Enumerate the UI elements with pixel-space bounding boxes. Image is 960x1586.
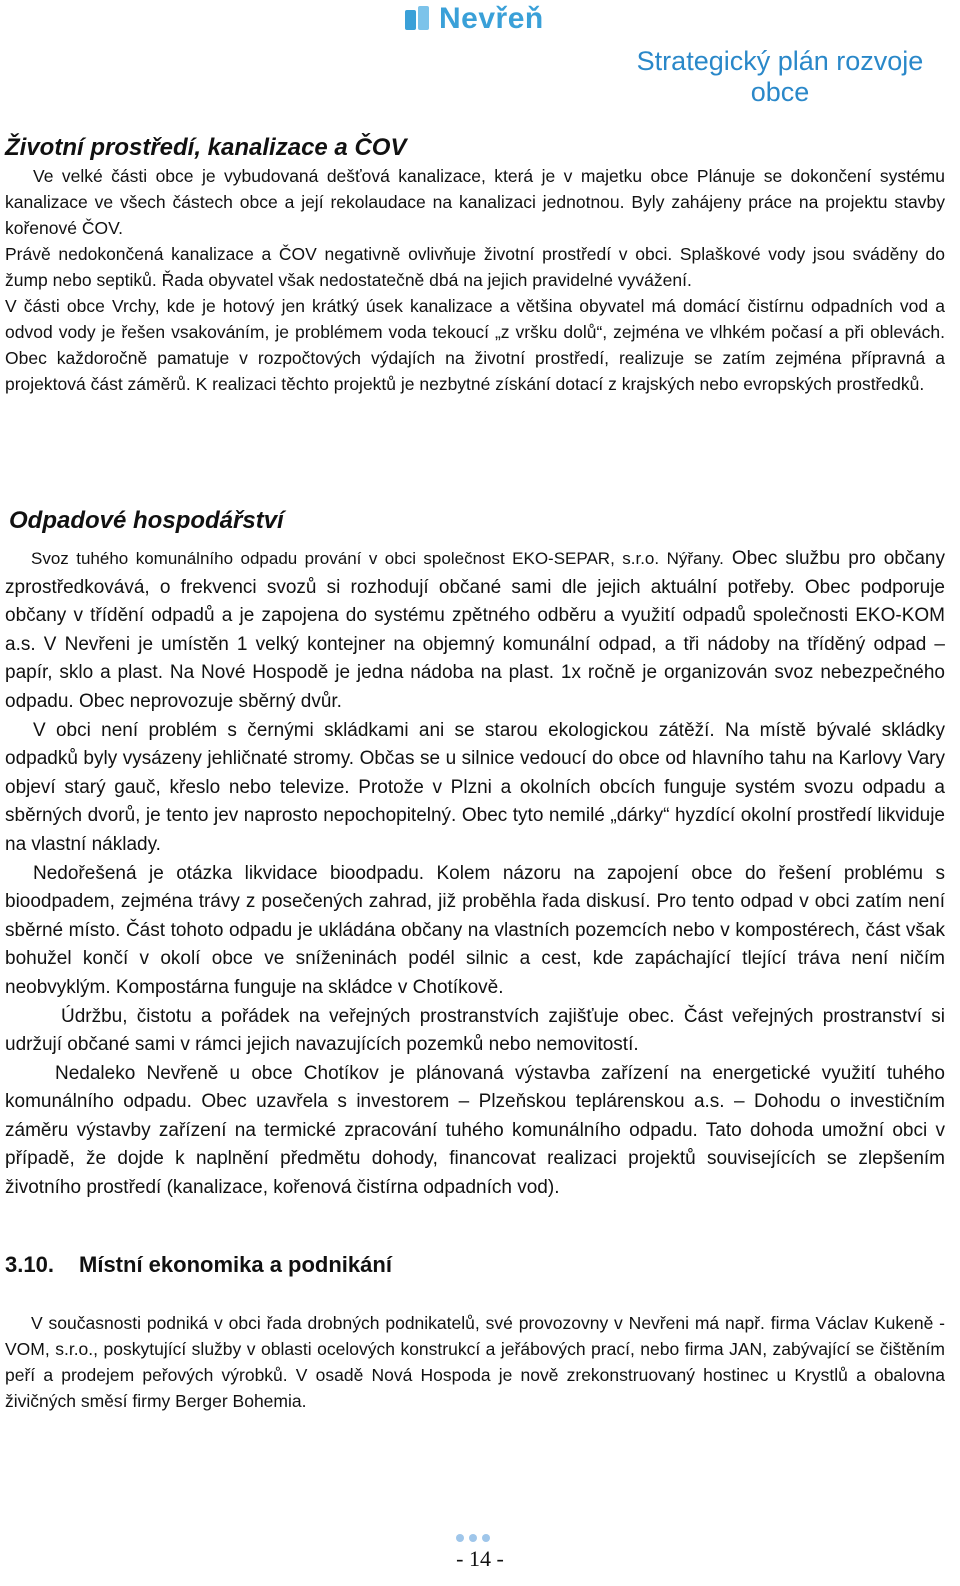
subtitle-text: Strategický plán rozvoje obce xyxy=(636,46,924,107)
waste-paragraph-1 xyxy=(5,545,945,717)
section-title: Místní ekonomika a podnikání xyxy=(79,1252,392,1277)
env-paragraph-1: Ve velké části obce je vybudovaná dešťová kanalizace, která je v majetku obce Plánuje se dokončení systému kanalizace ve všech částech obce a její rekolaudace na kanalizaci jednotnou. Byly zahájeny práce na projektu stavby kořenové ČOV. xyxy=(5,166,945,238)
section-environment xyxy=(5,134,945,397)
document-subtitle xyxy=(0,46,940,108)
waste-paragraph-5: Nedaleko Nevřeně u obce Chotíkov je plánovaná výstavba zařízení na energetické využití tuhého komunálního odpadu. Obec uzavřela s investorem – Plzeňskou teplárenskou a.s. – Dohodu o investičním záměru výstavby zařízení na termické zpracování tuhého komunálního odpadu. Tato dohoda umožní obci v případě, že dojde k naplnění předmětu dohody, financovat realizaci projektů souvisejících se zlepšením životního prostředí (kanalizace, kořenová čistírna odpadních vod). xyxy=(5,1062,945,1199)
waste-paragraph-2: V obci není problém s černými skládkami ani se starou ekologickou zátěží. Na místě bývalé skládky odpadků byly vysázeny jehličnaté stromy. Občas se u silnice vedoucí do obce od hlavního tahu na Karlovy Vary objeví starý gauč, křeslo nebo televize. Protože v Plzni a okolních obcích funguje systém svozu odpadu a sběrných dvorů, je tento jev naprosto nepochopitelný. Obec tyto nemilé „dárky“ hyzdící okolní prostředí likviduje na vlastní náklady. xyxy=(5,719,945,855)
section-waste xyxy=(5,507,945,1203)
logo-mark-icon xyxy=(403,4,433,34)
footer-dots-icon xyxy=(456,1534,490,1542)
section-number: 3.10. xyxy=(5,1252,54,1277)
section-heading-waste: Odpadové hospodářství xyxy=(9,507,284,534)
env-paragraph-2: Právě nedokončená kanalizace a ČOV negativně ovlivňuje životní prostředí v obci. Splaškové vody jsou sváděny do žump nebo septiků. Řada obyvatel však nedostatečně dbá na jejich pravidelné vyvážení. xyxy=(5,244,945,290)
waste-paragraph-3: Nedořešená je otázka likvidace bioodpadu. Kolem názoru na zapojení obce do řešení problému s bioodpadem, zejména trávy z posečených zahrad, již proběhla řada diskusí. Pro tento odpad v obci zatím není sběrné místo. Část tohoto odpadu je ukládána občany na vlastních pozemcích nebo v kompostérech, část však bohužel končí v okolí obce ve sníženinách podél silnic a cest, kde zapáchající tlející tráva není ničím neobvyklým. Kompostárna funguje na skládce v Chotíkově. xyxy=(5,862,945,998)
page-number: - 14 - xyxy=(456,1546,504,1571)
logo xyxy=(403,3,544,35)
section-economy xyxy=(5,1310,945,1414)
economy-paragraph: V současnosti podniká v obci řada drobných podnikatelů, své provozovny v Nevřeni má např. firma Václav Kukeně - VOM, s.r.o., poskytující služby v oblasti ocelových konstrukcí a jeřábových prací, nebo firma JAN, zabývající se čištěním peří a prodejem peřových výrobků. V osadě Nová Hospoda je nově zrekonstruovaný hostinec u Krystlů a obalovna živičných směsí firmy Berger Bohemia. xyxy=(5,1313,945,1411)
section-heading-economy xyxy=(5,1252,392,1278)
waste-paragraph-1-body: Obec službu pro občany zprostředkovává, o frekvenci svozů si rozhodují občané sami dle jejich aktuální potřeby. Obec podporuje občany v třídění odpadů a je zapojena do systému zpětného odběru a využití odpadů společnosti EKO-KOM a.s. V Nevřeni je umístěn 1 velký kontejner na objemný komunální odpad, a tři nádoby na tříděný odpad – papír, sklo a plast. Na Nové Hospodě je jedna nádoba na plast. 1x ročně je organizován svoz nebezpečného odpadu. Obec neprovozuje sběrný dvůr. xyxy=(5,548,945,712)
section-heading-environment: Životní prostředí, kanalizace a ČOV xyxy=(5,134,407,161)
env-paragraph-3: V části obce Vrchy, kde je hotový jen krátký úsek kanalizace a většina obyvatel má domácí čistírnu odpadních vod a odvod vody je řešen vsakováním, je problémem voda tekoucí „z vršku dolů“, zejména ve vlhkém počasí a při oblevách. Obec každoročně pamatuje v rozpočtových výdajích na životní prostředí, realizuje se zatím zejména přípravná a projektová část záměrů. K realizaci těchto projektů je nezbytné získání dotací z krajských nebo evropských prostředků. xyxy=(5,296,945,394)
waste-paragraph-4: Údržbu, čistotu a pořádek na veřejných prostranstvích zajišťuje obec. Část veřejných prostranství si udržují občané sami v rámci jejich navazujících pozemků nebo nemovitostí. xyxy=(5,1005,945,1056)
logo-text: Nevřeň xyxy=(439,2,544,35)
waste-paragraph-1-lead: Svoz tuhého komunálního odpadu prování v obci společnost EKO-SEPAR, s.r.o. Nýřany. xyxy=(31,549,724,568)
